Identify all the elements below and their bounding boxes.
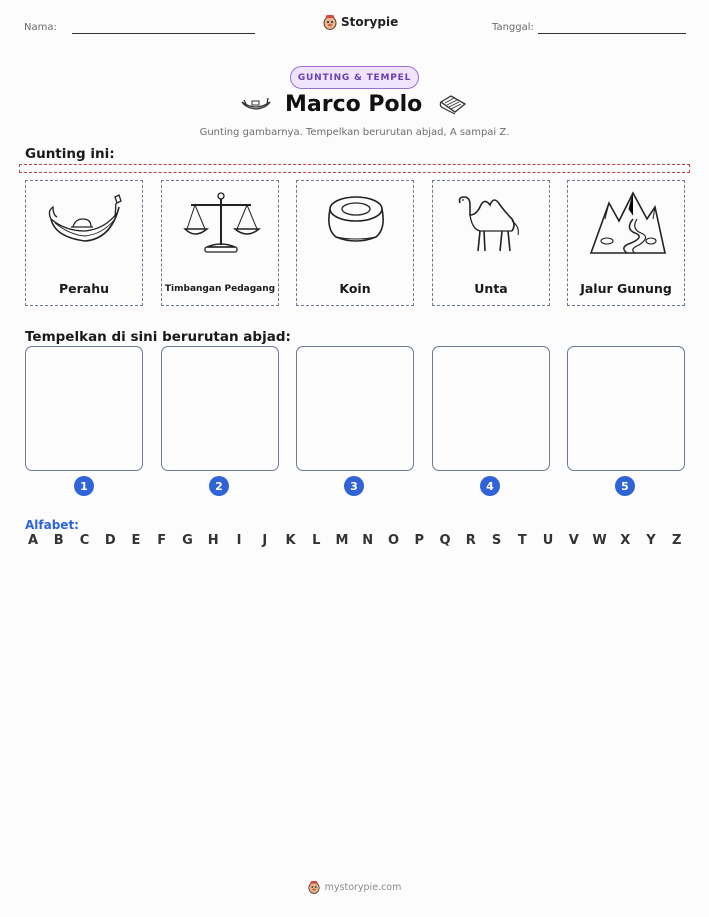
number-badge-4: 4: [480, 476, 500, 496]
name-line[interactable]: [72, 33, 255, 34]
letter: C: [79, 533, 90, 548]
letter: P: [414, 533, 425, 548]
letter: J: [262, 533, 268, 548]
card-label: Unta: [474, 281, 508, 296]
letter: D: [104, 533, 116, 548]
letter: O: [387, 533, 400, 548]
instructions: Gunting gambarnya. Tempelkan berurutan abjad, A sampai Z.: [199, 127, 510, 138]
letter: K: [285, 533, 296, 548]
letter: R: [465, 533, 476, 548]
letter: T: [517, 533, 527, 548]
card-label: Timbangan Pedagang: [164, 284, 276, 294]
card-label: Perahu: [58, 281, 110, 296]
letter: X: [620, 533, 631, 548]
gondola-icon: [240, 94, 272, 114]
letter: H: [207, 533, 219, 548]
paste-section-label: Tempelkan di sini berurutan abjad:: [25, 329, 291, 345]
alphabet-label: Alfabet:: [25, 518, 79, 532]
letter: B: [53, 533, 64, 548]
page-title: Marco Polo: [285, 92, 423, 117]
letter: W: [592, 533, 607, 548]
brand-name: Storypie: [341, 15, 399, 29]
card-label: Jalur Gunung: [580, 281, 672, 296]
storypie-mascot-icon: [323, 14, 337, 30]
letter: A: [27, 533, 39, 548]
letter: Z: [672, 533, 682, 548]
letter: U: [542, 533, 554, 548]
brand-logo: [323, 14, 398, 30]
scale-icon: [181, 189, 261, 259]
footer: [0, 880, 709, 894]
letter: G: [182, 533, 193, 548]
paste-box-4[interactable]: [432, 346, 550, 471]
letter: L: [312, 533, 321, 548]
letter: S: [491, 533, 502, 548]
letter: Y: [646, 533, 656, 548]
gondola-icon: [45, 189, 125, 259]
card-label: Koin: [339, 281, 371, 296]
storypie-mascot-icon: [308, 880, 320, 894]
map-scroll-icon: [437, 92, 469, 118]
date-label: Tanggal:: [492, 22, 534, 33]
name-label: Nama:: [24, 22, 57, 33]
number-badge-5: 5: [615, 476, 635, 496]
footer-url[interactable]: mystorypie.com: [324, 881, 402, 893]
activity-badge: GUNTING & TEMPEL: [290, 66, 419, 89]
cut-card-perahu[interactable]: [25, 180, 143, 306]
letter: E: [131, 533, 141, 548]
cut-card-jalur-gunung[interactable]: [567, 180, 685, 306]
paste-box-1[interactable]: [25, 346, 143, 471]
coin-icon: [316, 189, 396, 259]
paste-box-2[interactable]: [161, 346, 279, 471]
paste-box-5[interactable]: [567, 346, 685, 471]
cut-line: [19, 164, 690, 173]
number-badge-1: 1: [74, 476, 94, 496]
date-line[interactable]: [538, 33, 686, 34]
cut-section-label: Gunting ini:: [25, 146, 115, 162]
alphabet-row: [25, 533, 685, 548]
letter: V: [568, 533, 579, 548]
number-badge-3: 3: [344, 476, 364, 496]
cut-card-koin[interactable]: [296, 180, 414, 306]
title-row: [0, 92, 709, 124]
paste-box-3[interactable]: [296, 346, 414, 471]
letter: M: [335, 533, 349, 548]
letter: I: [236, 533, 242, 548]
letter: Q: [439, 533, 451, 548]
number-badge-2: 2: [209, 476, 229, 496]
letter: N: [362, 533, 374, 548]
worksheet-header: [0, 14, 709, 44]
cut-card-unta[interactable]: [432, 180, 550, 306]
mountain-path-icon: [587, 189, 667, 259]
camel-icon: [452, 189, 532, 259]
cut-card-timbangan-pedagang[interactable]: [161, 180, 279, 306]
letter: F: [157, 533, 167, 548]
